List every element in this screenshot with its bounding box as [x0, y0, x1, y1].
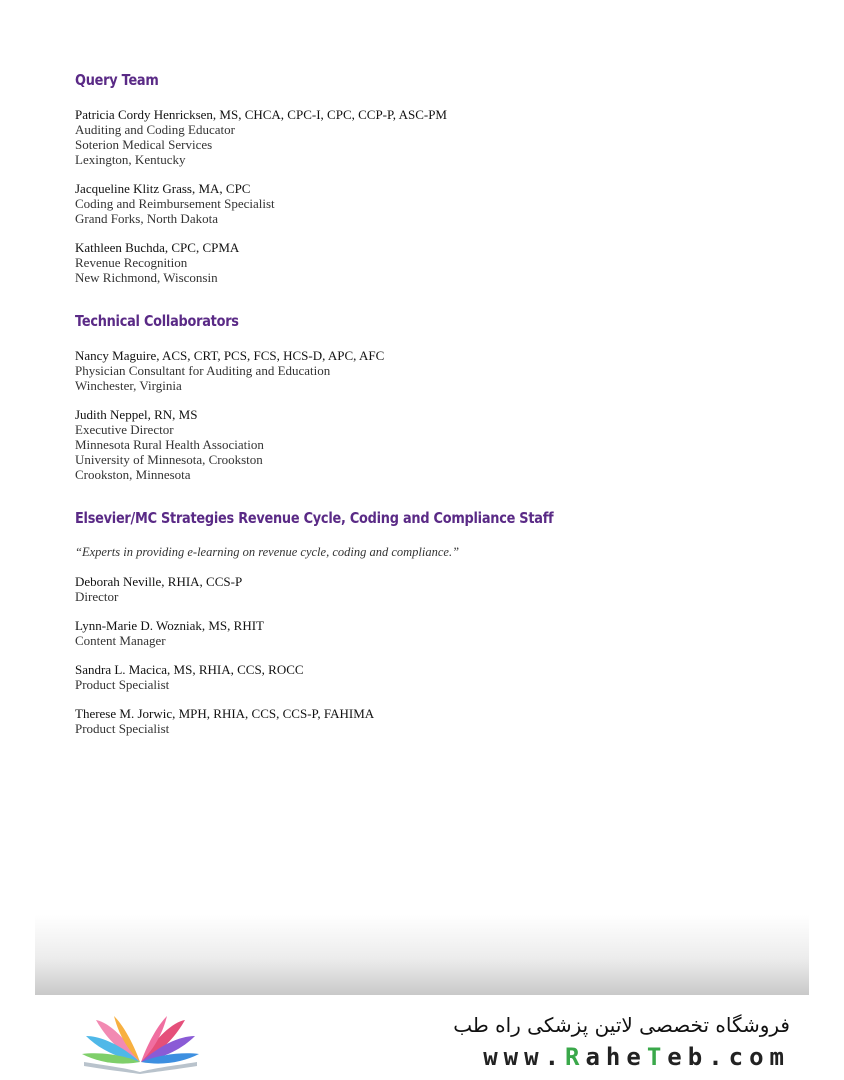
website-url	[483, 1043, 790, 1071]
website-part: ahe	[585, 1043, 647, 1071]
person-name: Jacqueline Klitz Grass, MA, CPC	[75, 181, 251, 196]
website-part-highlight: T	[646, 1043, 668, 1071]
person-detail: Director	[75, 589, 119, 604]
person-name: Patricia Cordy Henricksen, MS, CHCA, CPC-I, CPC, CCP-P, ASC-PM	[75, 107, 447, 122]
person-detail: Lexington, Kentucky	[75, 152, 186, 167]
section-heading: Query Team	[75, 71, 159, 89]
person-detail: Product Specialist	[75, 677, 170, 692]
person-entry	[75, 706, 795, 736]
person-name: Kathleen Buchda, CPC, CPMA	[75, 240, 240, 255]
section-quote: “Experts in providing e-learning on revenue cycle, coding and compliance.”	[75, 545, 460, 559]
person-detail: Content Manager	[75, 633, 166, 648]
person-name: Therese M. Jorwic, MPH, RHIA, CCS, CCS-P, FAHIMA	[75, 706, 375, 721]
person-name: Lynn-Marie D. Wozniak, MS, RHIT	[75, 618, 264, 633]
person-detail: Physician Consultant for Auditing and Education	[75, 363, 331, 378]
person-detail: Minnesota Rural Health Association	[75, 437, 264, 452]
person-entry	[75, 348, 795, 393]
website-part: eb.com	[667, 1043, 790, 1071]
website-part: www.	[483, 1043, 566, 1071]
section-elsevier-staff	[75, 508, 795, 736]
person-detail: Auditing and Coding Educator	[75, 122, 235, 137]
person-detail: Crookston, Minnesota	[75, 467, 191, 482]
person-detail: New Richmond, Wisconsin	[75, 270, 218, 285]
person-detail: Executive Director	[75, 422, 174, 437]
person-entry	[75, 107, 795, 167]
person-name: Sandra L. Macica, MS, RHIA, CCS, ROCC	[75, 662, 304, 677]
store-name: فروشگاه تخصصی لاتین پزشکی راه طب	[453, 1013, 790, 1037]
person-entry	[75, 662, 795, 692]
person-detail: University of Minnesota, Crookston	[75, 452, 263, 467]
website-part-highlight: R	[565, 1043, 586, 1071]
person-detail: Winchester, Virginia	[75, 378, 182, 393]
entry-list	[75, 574, 795, 736]
person-entry	[75, 618, 795, 648]
person-detail: Grand Forks, North Dakota	[75, 211, 218, 226]
section-heading: Elsevier/MC Strategies Revenue Cycle, Coding and Compliance Staff	[75, 509, 554, 527]
person-name: Deborah Neville, RHIA, CCS-P	[75, 574, 243, 589]
section-heading: Technical Collaborators	[75, 312, 239, 330]
person-entry	[75, 240, 795, 285]
credits-content	[75, 70, 795, 762]
person-name: Nancy Maguire, ACS, CRT, PCS, FCS, HCS-D, APC, AFC	[75, 348, 385, 363]
person-detail: Soterion Medical Services	[75, 137, 213, 152]
person-detail: Product Specialist	[75, 721, 170, 736]
person-entry	[75, 407, 795, 482]
person-entry	[75, 574, 795, 604]
person-name: Judith Neppel, RN, MS	[75, 407, 198, 422]
person-detail: Revenue Recognition	[75, 255, 188, 270]
person-entry	[75, 181, 795, 226]
person-detail: Coding and Reimbursement Specialist	[75, 196, 275, 211]
open-book-rainbow-icon	[78, 1010, 203, 1074]
page-bottom-shadow	[35, 915, 809, 995]
entry-list	[75, 107, 795, 285]
section-query-team	[75, 70, 795, 285]
section-technical-collaborators	[75, 311, 795, 482]
entry-list	[75, 348, 795, 482]
